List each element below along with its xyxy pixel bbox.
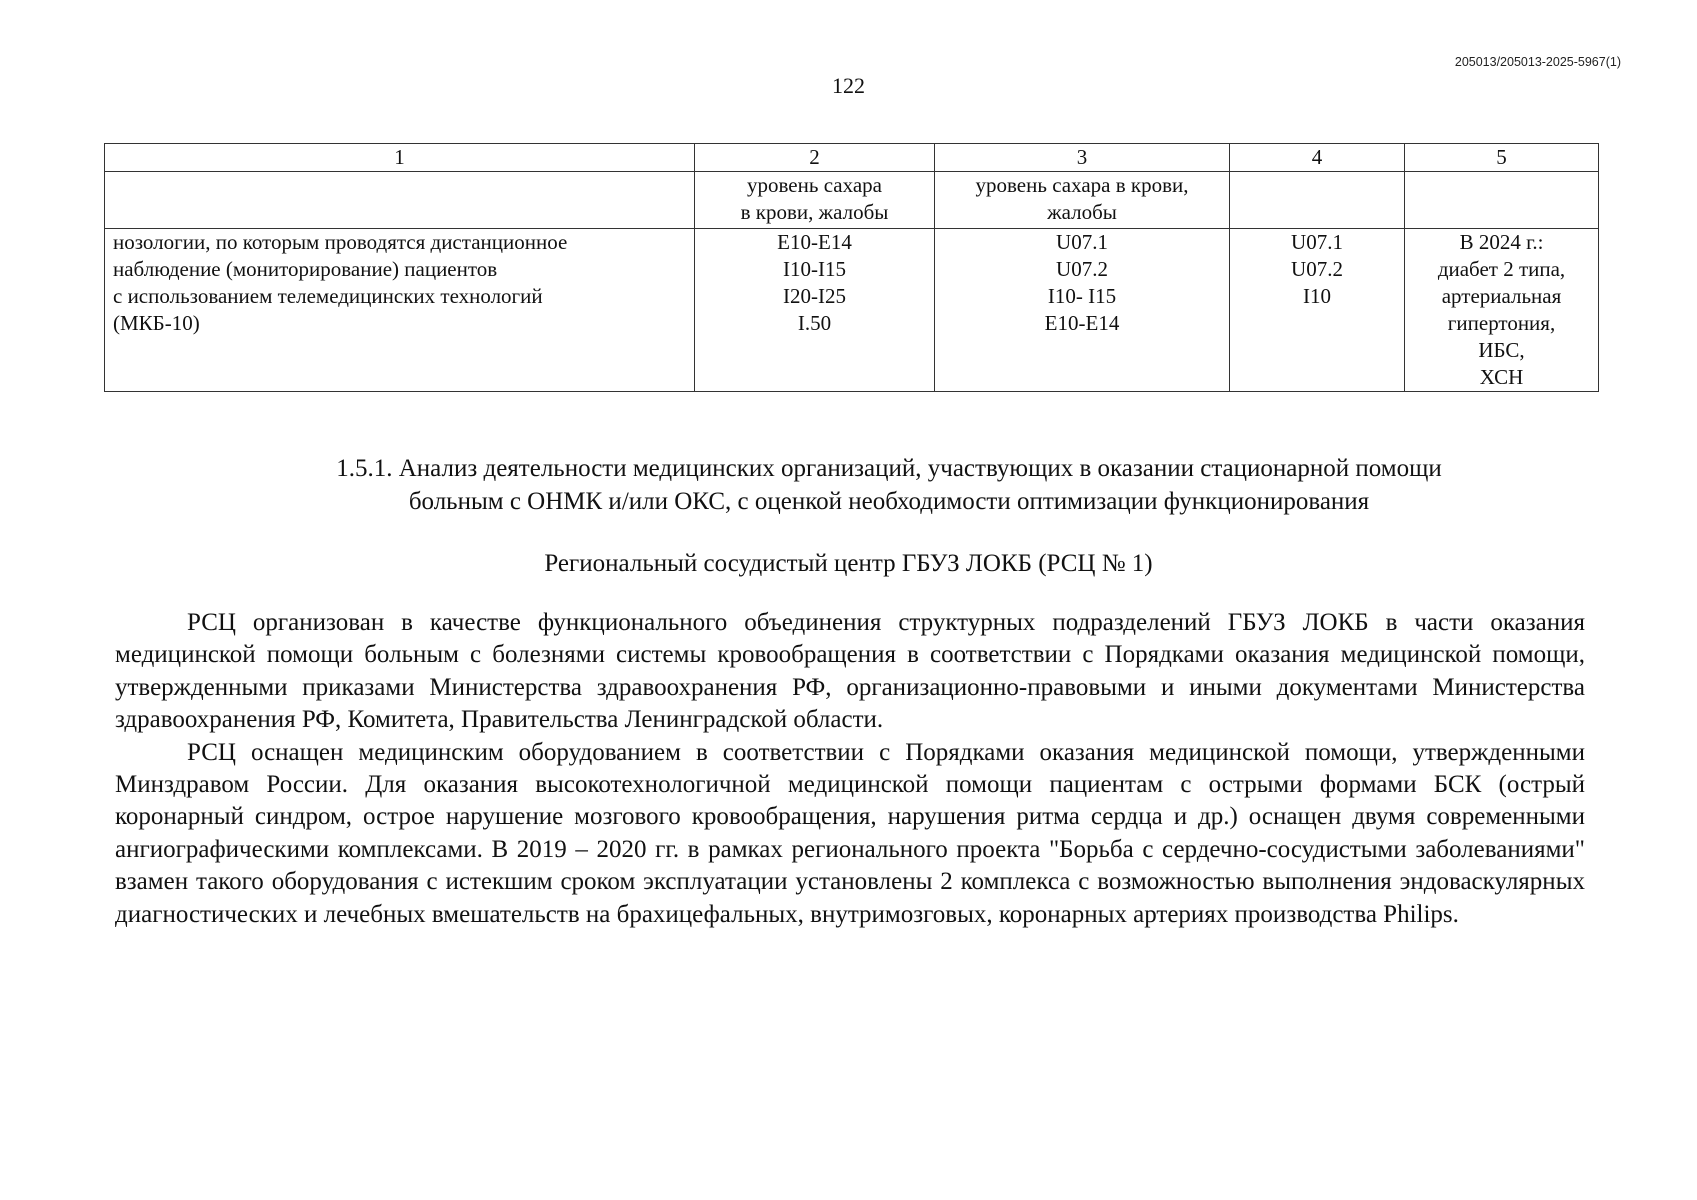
table-cell bbox=[105, 172, 695, 229]
column-number-4: 4 bbox=[1230, 144, 1405, 172]
column-number-3: 3 bbox=[935, 144, 1230, 172]
table-row bbox=[105, 229, 1599, 392]
table-cell: нозологии, по которым проводятся дистанционное наблюдение (мониторирование) пациентов с использованием телемедицинских технологий (МКБ-10) bbox=[105, 229, 695, 392]
page-number: 122 bbox=[832, 73, 865, 98]
table-cell: уровень сахара в крови, жалобы bbox=[935, 172, 1230, 229]
document-code: 205013/205013-2025-5967(1) bbox=[1454, 55, 1621, 69]
body-text bbox=[115, 607, 1585, 931]
table-row bbox=[105, 172, 1599, 229]
table-header-row bbox=[105, 144, 1599, 172]
table-cell: уровень сахара в крови, жалобы bbox=[695, 172, 935, 229]
table-cell: U07.1 U07.2 I10 bbox=[1230, 229, 1405, 392]
data-table bbox=[104, 143, 1599, 392]
section-heading bbox=[240, 452, 1538, 518]
table-cell bbox=[1405, 172, 1599, 229]
column-number-5: 5 bbox=[1405, 144, 1599, 172]
section-heading-line-1: 1.5.1. Анализ деятельности медицинских организаций, участвующих в оказании стационарной помощи bbox=[336, 455, 1442, 482]
paragraph-1: РСЦ организован в качестве функционального объединения структурных подразделений ГБУЗ ЛОКБ в части оказания медицинской помощи больным с болезнями системы кровообращения в соответствии с Порядками оказания медицинской помощи, утвержденными приказами Министерства здравоохранения РФ, организационно-правовыми и иными документами Министерства здравоохранения РФ, Комитета, Правительства Ленинградской области. bbox=[115, 609, 1585, 734]
section-heading-line-2: больным с ОНМК и/или ОКС, с оценкой необходимости оптимизации функционирования bbox=[408, 488, 1370, 515]
table-cell: В 2024 г.: диабет 2 типа, артериальная гипертония, ИБС, ХСН bbox=[1405, 229, 1599, 392]
table-cell: U07.1 U07.2 I10- I15 E10-E14 bbox=[935, 229, 1230, 392]
column-number-1: 1 bbox=[105, 144, 695, 172]
table-cell: E10-E14 I10-I15 I20-I25 I.50 bbox=[695, 229, 935, 392]
subheading: Региональный сосудистый центр ГБУЗ ЛОКБ (РСЦ № 1) bbox=[544, 550, 1153, 577]
table-cell bbox=[1230, 172, 1405, 229]
paragraph-2: РСЦ оснащен медицинским оборудованием в соответствии с Порядками оказания медицинской помощи, утвержденными Минздравом России. Для оказания высокотехнологичной медицинской помощи пациентам с острыми формами БСК (острый коронарный синдром, острое нарушение мозгового кровообращения, нарушения ритма сердца и др.) оснащен двумя современными ангиографическими комплексами. В 2019 – 2020 гг. в рамках регионального проекта "Борьба с сердечно-сосудистыми заболеваниями" взамен такого оборудования с истекшим сроком эксплуатации установлены 2 комплекса с возможностью выполнения эндоваскулярных диагностических и лечебных вмешательств на брахицефальных, внутримозговых, коронарных артериях производства Philips. bbox=[115, 738, 1585, 928]
column-number-2: 2 bbox=[695, 144, 935, 172]
